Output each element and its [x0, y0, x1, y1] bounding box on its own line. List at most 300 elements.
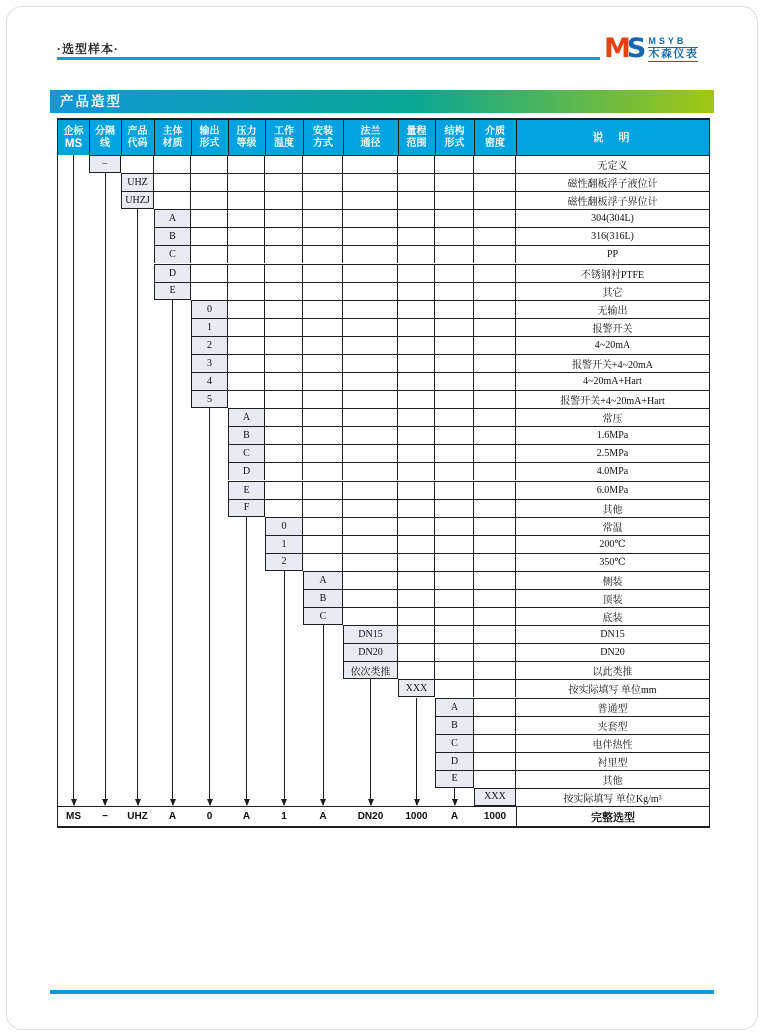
example-value: 0 — [206, 811, 213, 822]
grid-cell — [435, 482, 474, 499]
grid-cell — [398, 536, 435, 553]
connector-line — [323, 625, 324, 805]
column-header-label: 分隔 — [95, 125, 115, 137]
grid-cell — [474, 500, 516, 517]
table-row — [265, 535, 709, 553]
code-cell: A — [228, 409, 265, 426]
grid-cell — [228, 192, 265, 209]
arrow-down-icon — [244, 799, 250, 806]
grid-cell — [303, 409, 343, 426]
footer-rule — [50, 990, 714, 994]
table-row — [154, 282, 709, 300]
arrow-down-icon — [281, 799, 287, 806]
code-cell: B — [228, 427, 265, 444]
grid-cell — [435, 590, 474, 607]
code-cell: B — [435, 717, 474, 734]
grid-cell — [121, 156, 154, 173]
column-header-label: 安装 — [313, 125, 333, 137]
code-cell: 2 — [265, 554, 303, 571]
column-header-label: 结构 — [444, 125, 465, 137]
column-header-label: 材质 — [162, 137, 183, 149]
column-header — [58, 120, 90, 155]
arrow-down-icon — [102, 799, 108, 806]
column-header-label: 代码 — [127, 137, 148, 149]
grid-cell — [265, 373, 303, 390]
table-row — [303, 589, 709, 607]
grid-cell — [343, 445, 398, 462]
example-value: A — [319, 811, 327, 822]
column-header — [121, 120, 155, 155]
row-description: 报警开关+4~20mA+Hart — [560, 396, 665, 408]
row-description: 304(304L) — [591, 213, 634, 225]
table-row — [435, 734, 709, 752]
code-cell: UHZJ — [121, 192, 154, 209]
grid-cell — [303, 463, 343, 480]
column-header-label: 形式 — [199, 137, 220, 149]
grid-cell — [303, 337, 343, 354]
grid-cell — [343, 554, 398, 571]
grid-cell — [435, 301, 474, 318]
grid-cell — [474, 463, 516, 480]
row-description: 底装 — [602, 613, 623, 625]
grid-cell — [398, 156, 435, 173]
grid-cell — [228, 156, 265, 173]
row-description: 常温 — [602, 522, 623, 534]
column-header-label: 线 — [100, 137, 110, 149]
grid-cell — [435, 518, 474, 535]
grid-cell — [474, 554, 516, 571]
table-row — [435, 698, 709, 716]
grid-cell — [265, 337, 303, 354]
code-cell: E — [228, 482, 265, 499]
grid-cell — [398, 174, 435, 191]
grid-cell — [398, 427, 435, 444]
grid-cell — [435, 427, 474, 444]
table-row — [154, 227, 709, 245]
grid-cell — [474, 590, 516, 607]
grid-cell — [343, 265, 398, 282]
example-value: A — [168, 811, 177, 822]
grid-cell — [435, 662, 474, 679]
grid-cell — [303, 482, 343, 499]
table-row — [228, 426, 709, 444]
column-header-label: MS — [64, 137, 83, 150]
grid-cell — [474, 192, 516, 209]
table-row — [343, 661, 709, 679]
brand-logo — [604, 35, 698, 62]
grid-cell — [265, 319, 303, 336]
column-header-label: 介质 — [485, 125, 505, 137]
row-description: 200℃ — [599, 538, 626, 550]
grid-cell — [398, 409, 435, 426]
arrow-down-icon — [320, 799, 326, 806]
row-description: 其它 — [602, 287, 623, 299]
grid-cell — [435, 644, 474, 661]
arrow-down-icon — [414, 799, 420, 806]
grid-cell — [398, 301, 435, 318]
table-row — [343, 643, 709, 661]
example-value: MS — [66, 811, 81, 822]
grid-cell — [474, 355, 516, 372]
grid-cell — [398, 192, 435, 209]
arrow-down-icon — [71, 799, 77, 806]
grid-cell — [435, 554, 474, 571]
grid-cell — [265, 500, 303, 517]
example-value: A — [242, 811, 251, 822]
table-row — [474, 788, 709, 806]
grid-cell — [435, 626, 474, 643]
column-header-label: 方式 — [313, 137, 333, 149]
grid-cell — [343, 518, 398, 535]
grid-cell — [435, 192, 474, 209]
code-cell: 2 — [191, 337, 228, 354]
row-description: 常压 — [602, 414, 623, 426]
grid-cell — [154, 156, 191, 173]
grid-cell — [474, 427, 516, 444]
grid-cell — [474, 228, 516, 245]
grid-cell — [474, 699, 516, 716]
row-description: 夹套型 — [597, 721, 628, 733]
grid-cell — [435, 246, 474, 263]
grid-cell — [398, 319, 435, 336]
grid-cell — [191, 265, 228, 282]
code-cell: E — [435, 771, 474, 788]
grid-cell — [343, 482, 398, 499]
arrow-down-icon — [452, 799, 458, 806]
grid-cell — [474, 608, 516, 625]
column-header — [516, 120, 712, 155]
logo-text — [648, 36, 698, 62]
example-value: DN20 — [357, 811, 384, 822]
grid-cell — [228, 337, 265, 354]
grid-cell — [265, 228, 303, 245]
header-rule — [57, 57, 600, 60]
grid-cell — [435, 228, 474, 245]
row-description: 2.5MPa — [596, 448, 629, 460]
grid-cell — [303, 192, 343, 209]
code-cell: 4 — [191, 373, 228, 390]
code-cell: UHZ — [121, 174, 154, 191]
example-description: 完整选型 — [516, 807, 709, 826]
grid-cell — [303, 500, 343, 517]
column-header — [303, 120, 344, 155]
row-description: PP — [606, 249, 619, 261]
column-header-label: 密度 — [485, 137, 505, 149]
grid-cell — [228, 174, 265, 191]
grid-cell — [228, 391, 265, 408]
row-description: 1.6MPa — [596, 430, 629, 442]
row-description: 其他 — [602, 504, 623, 516]
column-header — [191, 120, 229, 155]
grid-cell — [191, 192, 228, 209]
row-description: 6.0MPa — [596, 484, 629, 496]
grid-cell — [474, 319, 516, 336]
code-cell: XXX — [398, 680, 435, 697]
grid-cell — [474, 753, 516, 770]
grid-cell — [303, 445, 343, 462]
grid-cell — [191, 156, 228, 173]
grid-cell — [343, 373, 398, 390]
grid-cell — [303, 174, 343, 191]
table-row — [398, 679, 709, 697]
grid-cell — [303, 518, 343, 535]
connector-line — [172, 300, 173, 805]
grid-cell — [398, 373, 435, 390]
grid-cell — [398, 572, 435, 589]
grid-cell — [191, 174, 228, 191]
grid-cell — [435, 445, 474, 462]
table-row — [154, 245, 709, 263]
grid-cell — [474, 283, 516, 300]
column-header — [398, 120, 436, 155]
grid-cell — [435, 409, 474, 426]
logo-mark — [604, 35, 642, 62]
table-row — [191, 336, 709, 354]
grid-cell — [435, 156, 474, 173]
grid-cell — [474, 174, 516, 191]
grid-cell — [435, 337, 474, 354]
column-header-label: 温度 — [274, 137, 294, 149]
code-cell: 3 — [191, 355, 228, 372]
column-header-label: 等级 — [236, 137, 257, 149]
grid-cell — [343, 283, 398, 300]
grid-cell — [343, 174, 398, 191]
grid-cell — [343, 210, 398, 227]
table-row — [89, 155, 709, 173]
grid-cell — [343, 156, 398, 173]
grid-cell — [398, 662, 435, 679]
row-description: 不锈钢衬PTFE — [580, 269, 645, 281]
column-header-label: 输出 — [199, 125, 220, 137]
grid-cell — [303, 301, 343, 318]
grid-cell — [343, 463, 398, 480]
row-description: 报警开关 — [592, 323, 633, 335]
column-header-label: 工作 — [274, 125, 294, 137]
grid-cell — [343, 246, 398, 263]
connector-line — [370, 679, 371, 805]
grid-cell — [474, 662, 516, 679]
row-description: 无定义 — [597, 161, 628, 173]
grid-cell — [303, 554, 343, 571]
grid-cell — [265, 174, 303, 191]
grid-cell — [474, 391, 516, 408]
grid-cell — [474, 644, 516, 661]
table-row — [191, 390, 709, 408]
table-row — [303, 607, 709, 625]
grid-cell — [265, 355, 303, 372]
arrow-down-icon — [135, 799, 141, 806]
grid-cell — [435, 373, 474, 390]
grid-cell — [265, 301, 303, 318]
grid-cell — [398, 644, 435, 661]
grid-cell — [343, 228, 398, 245]
row-description: 顶装 — [602, 595, 623, 607]
code-cell: A — [303, 572, 343, 589]
grid-cell — [398, 283, 435, 300]
grid-cell — [435, 572, 474, 589]
grid-cell — [303, 228, 343, 245]
grid-cell — [474, 246, 516, 263]
table-row — [191, 354, 709, 372]
grid-cell — [398, 482, 435, 499]
grid-cell — [398, 554, 435, 571]
grid-cell — [228, 283, 265, 300]
row-description: 以此类推 — [592, 667, 633, 679]
grid-cell — [154, 192, 191, 209]
code-cell: D — [435, 753, 474, 770]
example-value: 1000 — [405, 811, 428, 822]
grid-cell — [474, 771, 516, 788]
code-cell: XXX — [474, 789, 516, 806]
grid-cell — [435, 500, 474, 517]
row-description: 350℃ — [599, 556, 626, 568]
doc-title: ·选型样本· — [57, 42, 119, 56]
row-description: 磁性翻板浮子界位计 — [567, 197, 658, 209]
table-row — [191, 300, 709, 318]
example-value: − — [102, 811, 108, 822]
table-row — [435, 752, 709, 770]
table-row — [343, 625, 709, 643]
row-description: 普通型 — [597, 703, 628, 715]
row-description: DN20 — [600, 647, 625, 659]
table-row — [191, 372, 709, 390]
grid-cell — [398, 500, 435, 517]
example-value: A — [450, 811, 459, 822]
table-row — [265, 517, 709, 535]
column-header-label: 企标 — [63, 125, 84, 137]
code-cell: 5 — [191, 391, 228, 408]
column-header — [89, 120, 122, 155]
grid-cell — [303, 391, 343, 408]
grid-cell — [343, 572, 398, 589]
grid-cell — [435, 174, 474, 191]
product-selection-table — [57, 118, 710, 828]
grid-cell — [303, 265, 343, 282]
logo-abbr: MSYB — [648, 36, 698, 48]
grid-cell — [228, 246, 265, 263]
table-row — [154, 209, 709, 227]
code-cell: 0 — [265, 518, 303, 535]
row-description: 316(316L) — [591, 231, 634, 243]
code-cell: B — [303, 590, 343, 607]
grid-cell — [398, 355, 435, 372]
grid-cell — [191, 283, 228, 300]
table-row — [265, 553, 709, 571]
grid-cell — [398, 228, 435, 245]
grid-cell — [474, 482, 516, 499]
table-row — [228, 408, 709, 426]
section-banner — [50, 90, 714, 113]
logo-letter-m: M — [604, 33, 627, 64]
column-header — [474, 120, 517, 155]
grid-cell — [343, 391, 398, 408]
code-cell: C — [228, 445, 265, 462]
grid-cell — [265, 156, 303, 173]
grid-cell — [435, 210, 474, 227]
grid-cell — [474, 409, 516, 426]
grid-cell — [398, 246, 435, 263]
code-cell: F — [228, 500, 265, 517]
column-header-label: 范围 — [406, 137, 427, 149]
column-header-label: 压力 — [236, 125, 257, 137]
arrow-down-icon — [207, 799, 213, 806]
grid-cell — [398, 445, 435, 462]
example-value: 1000 — [483, 811, 507, 822]
row-description: 衬里型 — [597, 757, 628, 769]
grid-cell — [435, 265, 474, 282]
column-header — [228, 120, 266, 155]
table-row — [121, 191, 709, 209]
column-header — [265, 120, 304, 155]
logo-name: 木森仪表 — [648, 47, 699, 60]
column-header-label: 量程 — [406, 125, 427, 137]
row-description: 按实际填写 单位Kg/m³ — [563, 793, 662, 805]
row-description: 无输出 — [597, 305, 628, 317]
connector-line — [416, 698, 417, 806]
grid-cell — [474, 156, 516, 173]
grid-cell — [474, 717, 516, 734]
code-cell: A — [154, 210, 191, 227]
grid-cell — [303, 283, 343, 300]
code-cell: − — [89, 156, 121, 173]
table-row — [154, 264, 709, 282]
connector-line — [105, 173, 106, 805]
code-cell: DN20 — [343, 644, 398, 661]
grid-cell — [228, 210, 265, 227]
column-header — [343, 120, 399, 155]
grid-cell — [343, 192, 398, 209]
grid-cell — [265, 246, 303, 263]
code-cell: 1 — [265, 536, 303, 553]
grid-cell — [343, 355, 398, 372]
grid-cell — [228, 301, 265, 318]
grid-cell — [474, 735, 516, 752]
grid-cell — [343, 301, 398, 318]
grid-cell — [435, 283, 474, 300]
grid-cell — [228, 228, 265, 245]
grid-cell — [343, 608, 398, 625]
arrow-down-icon — [170, 799, 176, 806]
grid-cell — [343, 337, 398, 354]
grid-cell — [474, 518, 516, 535]
code-cell: B — [154, 228, 191, 245]
grid-cell — [435, 608, 474, 625]
table-header — [58, 120, 709, 155]
table-row — [191, 318, 709, 336]
grid-cell — [398, 265, 435, 282]
grid-cell — [265, 482, 303, 499]
grid-cell — [265, 283, 303, 300]
row-description: 侧装 — [602, 576, 623, 588]
grid-cell — [303, 355, 343, 372]
row-description: 4.0MPa — [596, 466, 629, 478]
grid-cell — [303, 373, 343, 390]
table-row — [435, 716, 709, 734]
column-header-label: 说 明 — [592, 131, 636, 144]
grid-cell — [435, 680, 474, 697]
example-row — [58, 806, 709, 826]
column-header-label: 形式 — [444, 137, 465, 149]
connector-line — [137, 209, 138, 805]
grid-cell — [343, 536, 398, 553]
grid-cell — [474, 572, 516, 589]
grid-cell — [398, 608, 435, 625]
column-header-label: 通径 — [360, 137, 381, 149]
grid-cell — [265, 391, 303, 408]
grid-cell — [343, 590, 398, 607]
grid-cell — [303, 427, 343, 444]
grid-cell — [474, 680, 516, 697]
